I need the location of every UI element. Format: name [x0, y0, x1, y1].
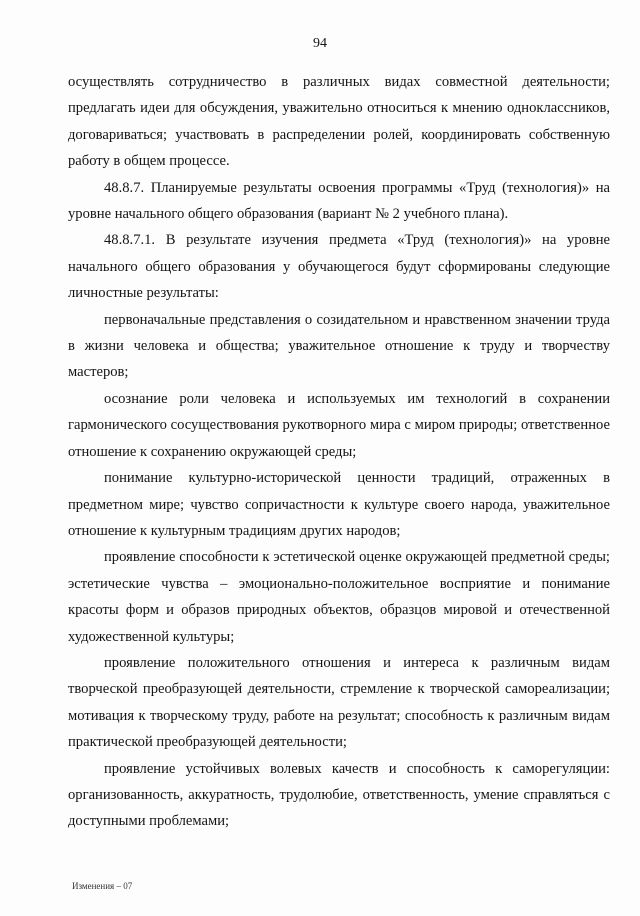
footer-note: Изменения – 07 — [72, 881, 133, 891]
paragraph-1: осуществлять сотрудничество в различных видах совместной деятельности; предлагать идеи для обсуждения, уважительно относиться к мнению одноклассников, договариваться; участвовать в распределении ролей, координировать собственную работу в общем процессе. — [68, 74, 610, 170]
paragraph-3: 48.8.7.1. В результате изучения предмета «Труд (технология)» на уровне начального общего образования у обучающегося будут сформированы следующие личностные результаты: — [68, 232, 610, 302]
paragraph-8: проявление положительного отношения и интереса к различным видам творческой преобразующей деятельности, стремление к творческой самореализации; мотивация к творческому труду, работе на результат; способность к различным видам практической преобразующей деятельности; — [68, 654, 610, 751]
body-text — [68, 69, 610, 835]
paragraph-7: проявление способности к эстетической оценке окружающей предметной среды; эстетические чувства – эмоционально-положительное восприятие и понимание красоты форм и образов природных объектов, образцов мировой и отечественной художественной культуры; — [68, 549, 610, 645]
paragraph-5: осознание роли человека и используемых им технологий в сохранении гармонического сосуществования рукотворного мира с миром природы; ответственное отношение к сохранению окружающей среды; — [68, 390, 610, 460]
paragraph-9: проявление устойчивых волевых качеств и способность к саморегуляции: организованность, аккуратность, трудолюбие, ответственность, умение справляться с доступными проблемами; — [68, 760, 610, 830]
paragraph-4: первоначальные представления о созидательном и нравственном значении труда в жизни человека и общества; уважительное отношение к труду и творчеству мастеров; — [68, 311, 610, 381]
paragraph-2: 48.8.7. Планируемые результаты освоения программы «Труд (технология)» на уровне начального общего образования (вариант № 2 учебного плана). — [68, 179, 610, 223]
page-number: 94 — [313, 36, 327, 51]
paragraph-6: понимание культурно-исторической ценности традиций, отраженных в предметном мире; чувство сопричастности к культуре своего народа, уважительное отношение к культурным традициям других народов; — [68, 470, 610, 539]
